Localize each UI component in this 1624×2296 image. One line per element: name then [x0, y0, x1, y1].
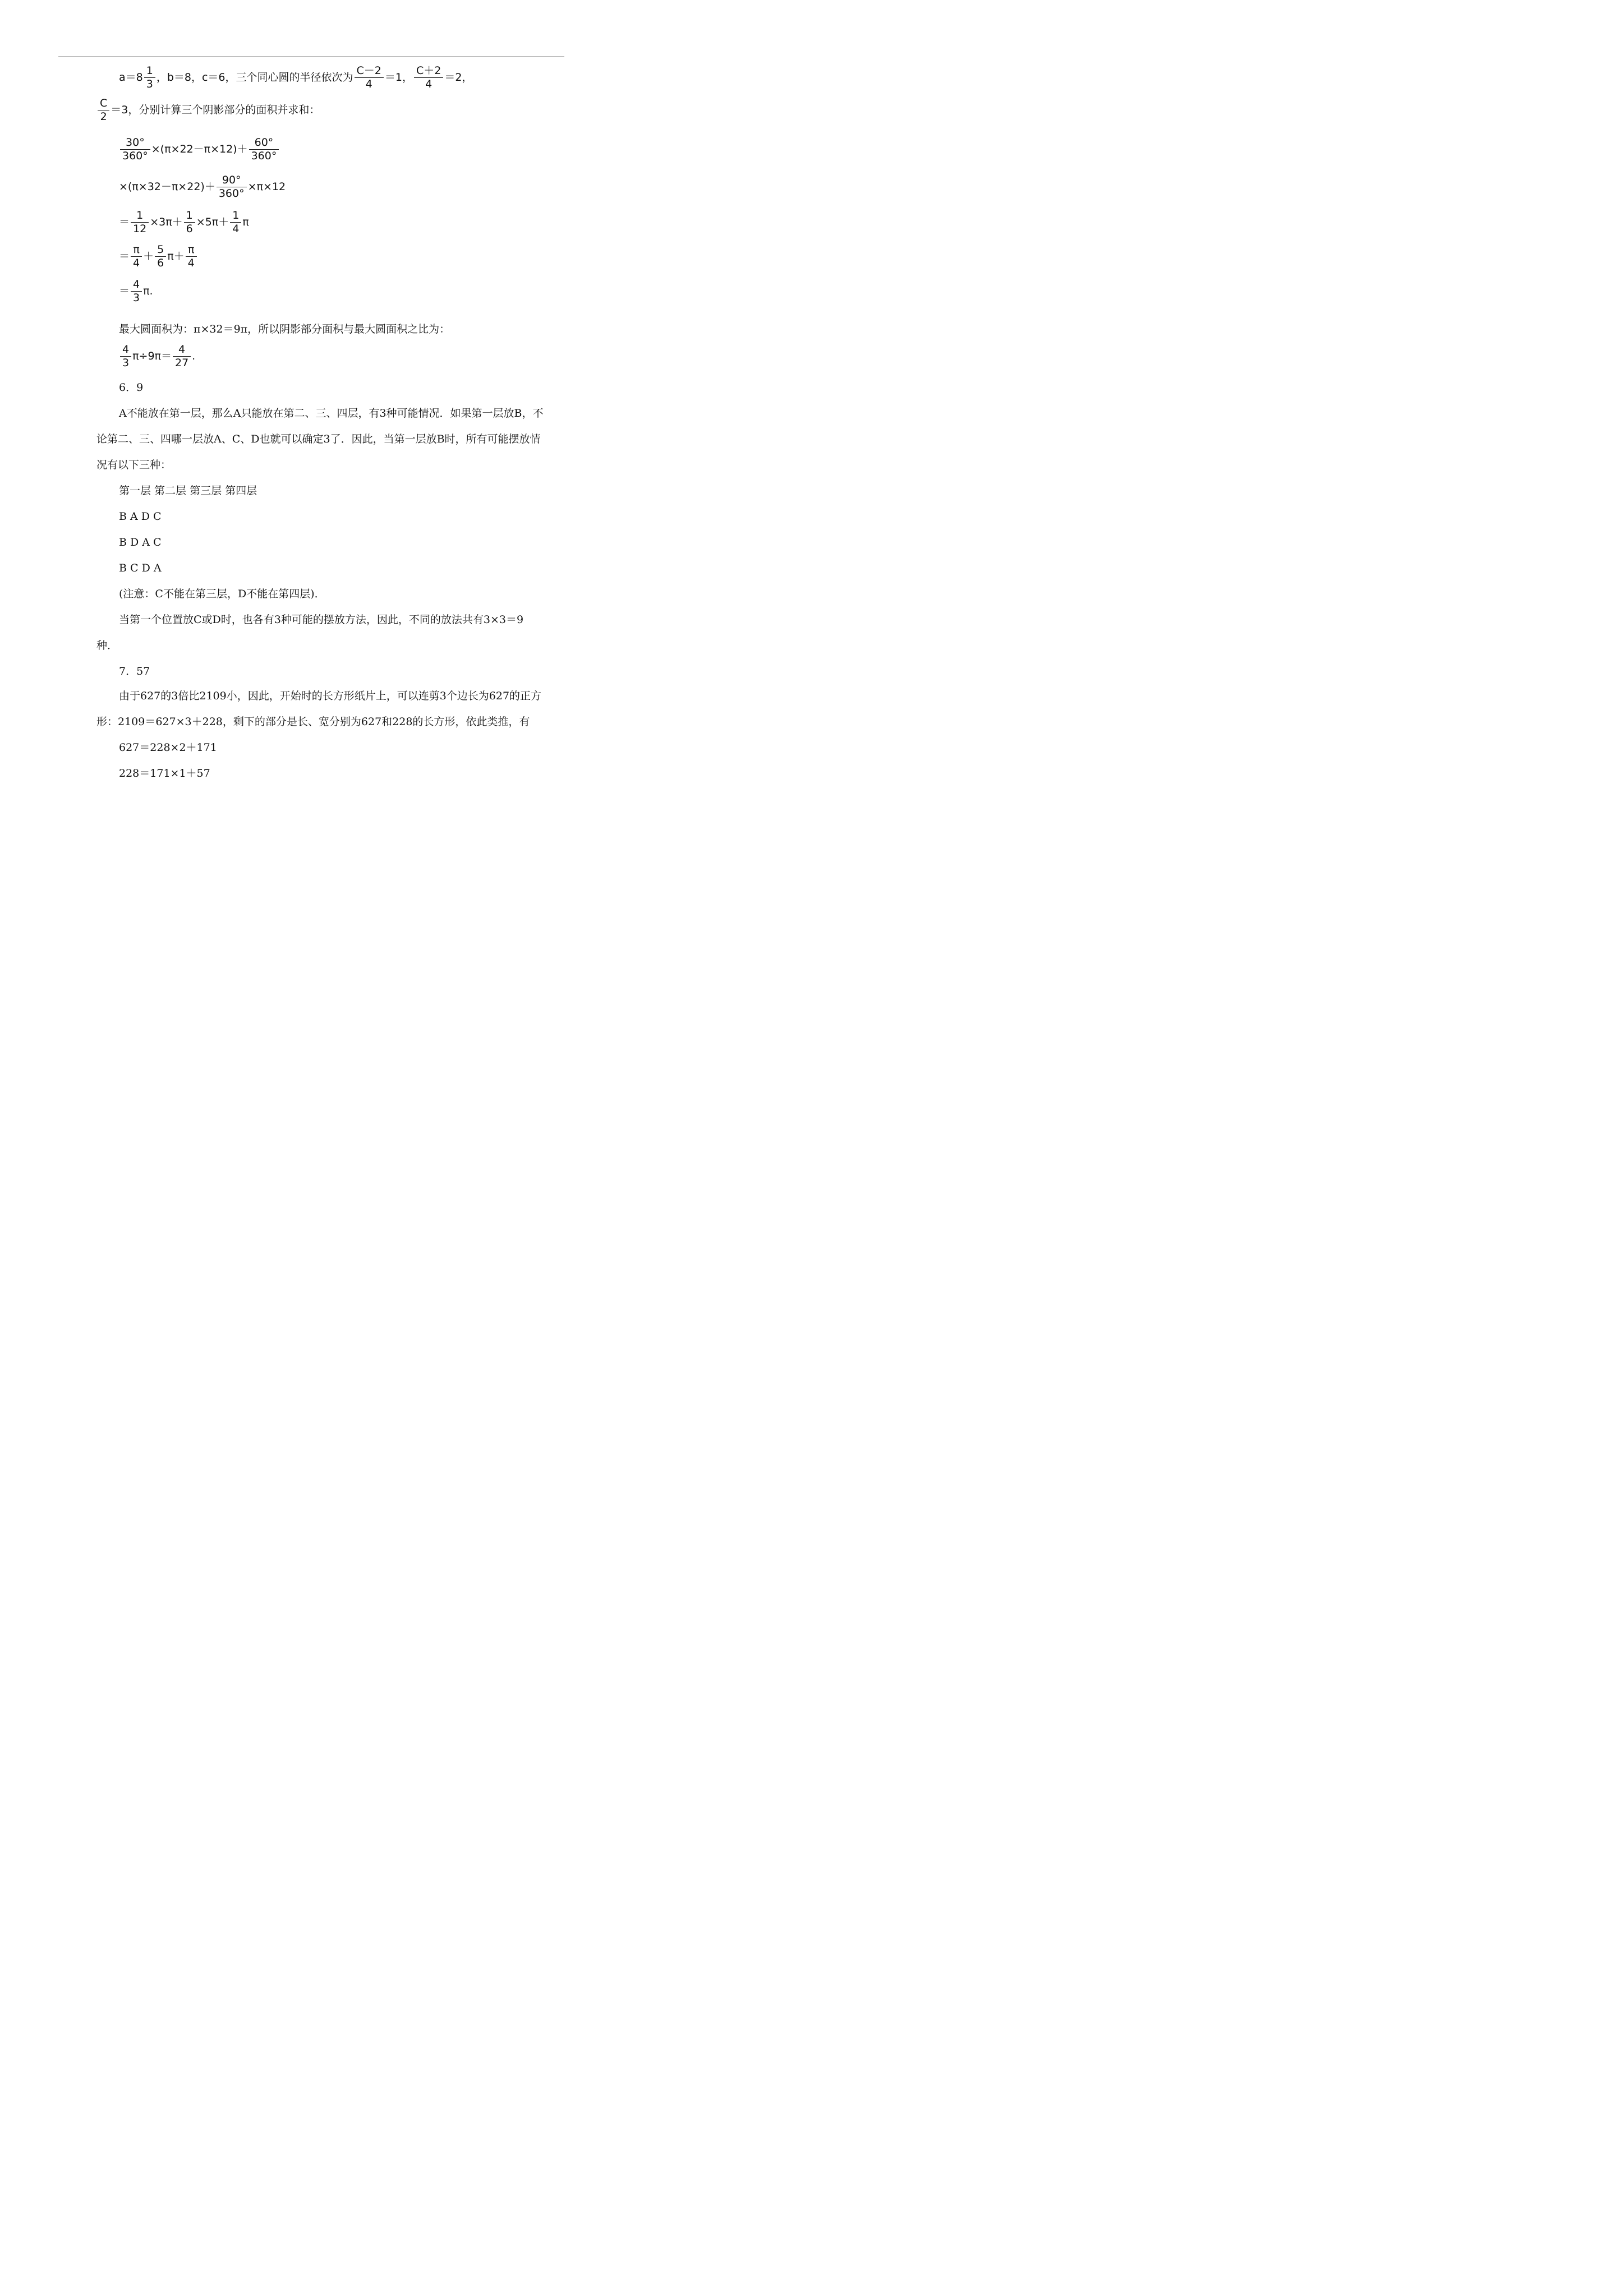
denominator: 3 — [131, 291, 142, 305]
fraction — [155, 243, 166, 270]
fraction — [131, 278, 142, 305]
numerator: 5 — [157, 243, 164, 256]
fraction — [414, 64, 443, 91]
numerator: 1 — [146, 64, 153, 77]
calc-line-4 — [119, 243, 198, 270]
text: a＝8 — [119, 71, 143, 84]
denominator: 360° — [120, 149, 150, 163]
fraction — [184, 209, 195, 236]
calc-line-2 — [119, 174, 286, 200]
calc-line-1 — [119, 136, 280, 163]
calc-line-3 — [119, 209, 249, 236]
fraction — [217, 174, 247, 200]
q7-equation-1: 627＝228×2＋171 — [119, 741, 217, 754]
numerator: 4 — [178, 343, 186, 356]
text: ×3π＋ — [150, 216, 183, 228]
denominator: 2 — [98, 110, 109, 123]
q7-heading: 7．57 — [119, 665, 150, 677]
text: π＋ — [167, 250, 185, 262]
text: ＝ — [119, 250, 130, 262]
denominator: 360° — [249, 149, 279, 163]
q6-paragraph-line-2: 论第二、三、四哪一层放A、C、D也就可以确定3了．因此，当第一层放B时，所有可能摆放情 — [96, 433, 541, 445]
ratio-line — [119, 343, 195, 370]
text: ×(π×32－π×22)＋ — [119, 181, 215, 193]
denominator: 27 — [173, 356, 191, 370]
text: ＝ — [119, 216, 130, 228]
q6-note: (注意：C不能在第三层，D不能在第四层)． — [119, 588, 325, 600]
numerator: C＋2 — [416, 64, 441, 77]
numerator: π — [133, 243, 140, 256]
calc-line-5 — [119, 278, 153, 305]
text: ＝1， — [384, 71, 413, 84]
denominator: 4 — [131, 256, 142, 270]
fraction — [355, 64, 384, 91]
q6-table-header: 第一层 第二层 第三层 第四层 — [119, 485, 257, 497]
q6-paragraph-line-1: A不能放在第一层，那么A只能放在第二、三、四层，有3种可能情况．如果第一层放B，不 — [119, 407, 544, 419]
text: ＋ — [143, 250, 154, 262]
fraction — [120, 136, 150, 163]
text: ×5π＋ — [196, 216, 229, 228]
fraction — [249, 136, 279, 163]
numerator: 60° — [254, 136, 274, 149]
numerator: 30° — [126, 136, 145, 149]
fraction — [173, 343, 191, 370]
fraction — [230, 209, 241, 236]
text: ×(π×22－π×12)＋ — [151, 143, 248, 155]
denominator: 4 — [230, 222, 241, 236]
denominator: 3 — [120, 356, 131, 370]
denominator: 4 — [414, 77, 443, 91]
formula-line-1 — [119, 64, 472, 91]
fraction — [131, 243, 142, 270]
denominator: 3 — [144, 77, 155, 91]
text: ，b＝8，c＝6，三个同心圆的半径依次为 — [156, 71, 353, 84]
numerator: 1 — [136, 209, 144, 222]
numerator: π — [187, 243, 195, 256]
denominator: 12 — [131, 222, 149, 236]
q7-paragraph-line-2: 形：2109＝627×3＋228，剩下的部分是长、宽分别为627和228的长方形，依此类推，有 — [96, 716, 530, 728]
numerator: C－2 — [356, 64, 381, 77]
text: ×π×12 — [247, 181, 286, 193]
q6-row: B C D A — [119, 562, 162, 574]
fraction — [131, 209, 149, 236]
numerator: 1 — [186, 209, 193, 222]
numerator: 4 — [133, 278, 140, 291]
q6-conclusion-line-2: 种． — [96, 639, 118, 652]
text: π — [242, 216, 249, 228]
q7-equation-2: 228＝171×1＋57 — [119, 767, 210, 780]
text: ＝3，分别计算三个阴影部分的面积并求和： — [111, 104, 320, 116]
max-area-paragraph: 最大圆面积为：π×32＝9π，所以阴影部分面积与最大圆面积之比为： — [119, 323, 450, 335]
numerator: C — [100, 97, 108, 109]
text: π÷9π＝ — [132, 350, 172, 362]
q6-conclusion-line-1: 当第一个位置放C或D时，也各有3种可能的摆放方法，因此，不同的放法共有3×3＝9 — [119, 614, 524, 626]
q6-heading: 6．9 — [119, 381, 144, 394]
q6-row: B A D C — [119, 510, 162, 523]
fraction — [186, 243, 197, 270]
fraction — [98, 97, 109, 123]
denominator: 4 — [355, 77, 384, 91]
denominator: 4 — [186, 256, 197, 270]
q7-paragraph-line-1: 由于627的3倍比2109小，因此，开始时的长方形纸片上，可以连剪3个边长为627的正方 — [119, 690, 542, 702]
denominator: 6 — [184, 222, 195, 236]
text: ＝ — [119, 285, 130, 297]
q6-paragraph-line-3: 况有以下三种： — [96, 459, 172, 471]
formula-line-2 — [96, 97, 320, 123]
text: π. — [143, 285, 153, 297]
q6-row: B D A C — [119, 536, 162, 548]
denominator: 360° — [217, 187, 247, 200]
denominator: 6 — [155, 256, 166, 270]
numerator: 90° — [222, 174, 241, 186]
text: . — [192, 350, 196, 362]
fraction — [120, 343, 131, 370]
numerator: 1 — [232, 209, 240, 222]
numerator: 4 — [122, 343, 130, 356]
text: ＝2， — [444, 71, 473, 84]
fraction — [144, 64, 155, 91]
